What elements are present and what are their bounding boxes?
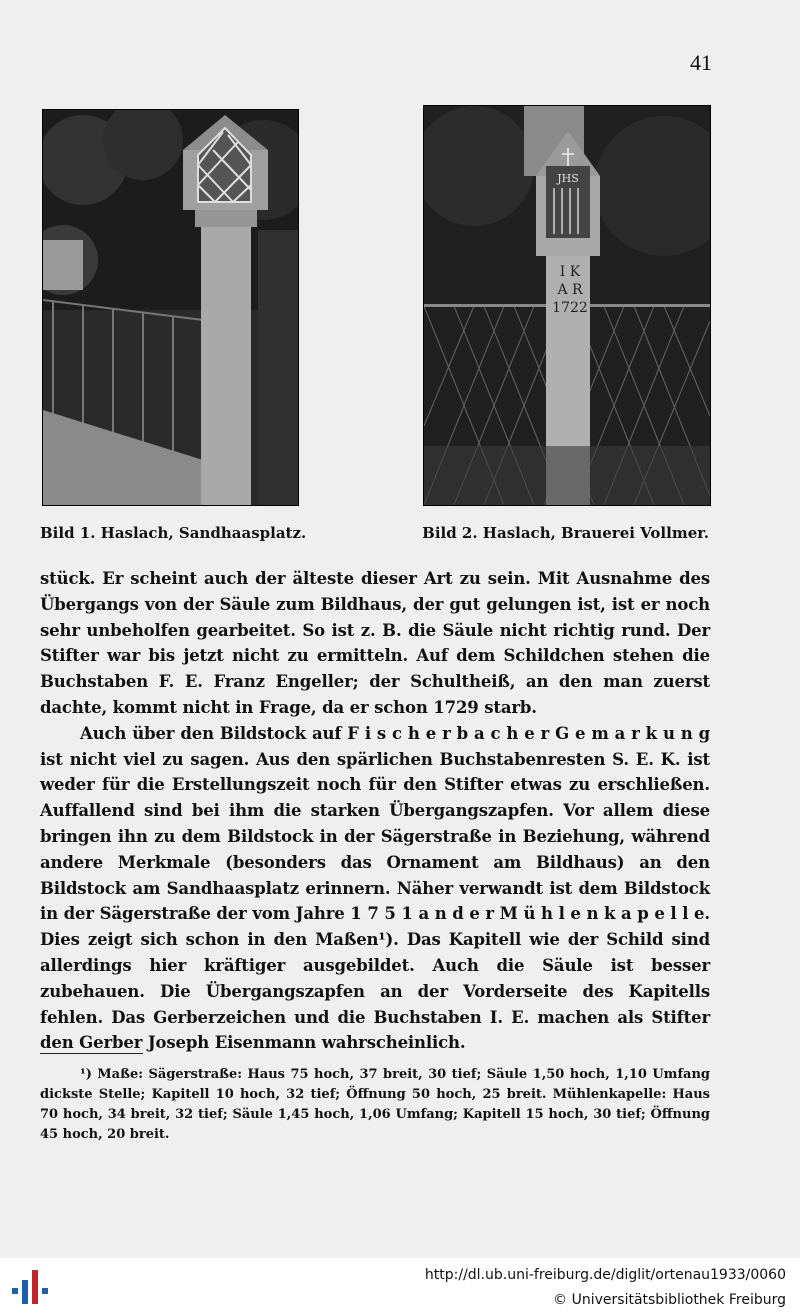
figure-1-photo xyxy=(42,109,299,506)
ub-freiburg-logo-icon xyxy=(10,1266,50,1310)
page-number: 41 xyxy=(690,50,712,75)
svg-text:JHS: JHS xyxy=(557,172,579,185)
figure-2-caption: Bild 2. Haslach, Brauerei Vollmer. xyxy=(422,524,709,542)
inscription-line-3: 1722 xyxy=(552,300,588,316)
copyright-notice: © Universitätsbibliothek Freiburg xyxy=(553,1292,786,1308)
inscription-line-2: A R xyxy=(557,282,583,298)
figure-2-photo xyxy=(423,105,711,506)
shrine-photo-2-image xyxy=(424,106,710,505)
figure-1-caption: Bild 1. Haslach, Sandhaasplatz. xyxy=(40,524,307,542)
body-text xyxy=(40,566,710,1056)
inscription-line-1: I K xyxy=(559,264,581,280)
paragraph-1: stück. Er scheint auch der älteste dieser Art zu sein. Mit Ausnahme des Übergangs von der Säule zum Bildhaus, der gut gelungen ist, ist er noch sehr unbeholfen gearbeitet. So ist z. B. die Säule nicht richtig rund. Der Stifter war bis jetzt nicht zu ermitteln. Auf dem Schildchen stehen die Buchstaben F. E. Franz Engeller; der Schultheiß, an den man zuerst dachte, kommt nicht in Frage, da er schon 1729 starb. xyxy=(40,569,710,717)
shrine-photo-1-image xyxy=(43,110,298,505)
document-url-link[interactable]: http://dl.ub.uni-freiburg.de/diglit/ortenau1933/0060 xyxy=(424,1267,786,1283)
viewer-footer xyxy=(0,1258,800,1316)
footnote-divider xyxy=(40,1053,143,1054)
paragraph-2: Auch über den Bildstock auf F i s c h e r b a c h e r G e m a r k u n g ist nicht viel zu sagen. Aus den spärlichen Buchstabenresten S. E. K. ist weder für die Erstellungszeit noch für den Stifter etwas zu erschließen. Auffallend sind bei ihm die starken Übergangszapfen. Vor allem diese bringen ihn zu dem Bildstock in der Sägerstraße in Beziehung, während andere Merkmale (besonders das Ornament am Bildhaus) an den Bildstock am Sandhaasplatz erinnern. Näher verwandt ist dem Bildstock in der Sägerstraße der vom Jahre 1 7 5 1 a n d e r M ü h l e n k a p e l l e. Dies zeigt sich schon in den Maßen¹). Das Kapitell wie der Schild sind allerdings hier kräftiger ausgebildet. Auch die Säule ist besser zubehauen. Die Übergangszapfen an der Vorderseite des Kapitells fehlen. Das Gerberzeichen und die Buchstaben I. E. machen als Stifter den Gerber Joseph Eisenmann wahrscheinlich. xyxy=(40,723,710,1053)
footnote: ¹) Maße: Sägerstraße: Haus 75 hoch, 37 breit, 30 tief; Säule 1,50 hoch, 1,10 Umfang dickste Stelle; Kapitell 10 hoch, 32 tief; Öffnung 50 hoch, 25 breit. Mühlenkapelle: Haus 70 hoch, 34 breit, 32 tief; Säule 1,45 hoch, 1,06 Umfang; Kapitell 15 hoch, 30 tief; Öffnung 45 hoch, 20 breit. xyxy=(40,1067,710,1142)
